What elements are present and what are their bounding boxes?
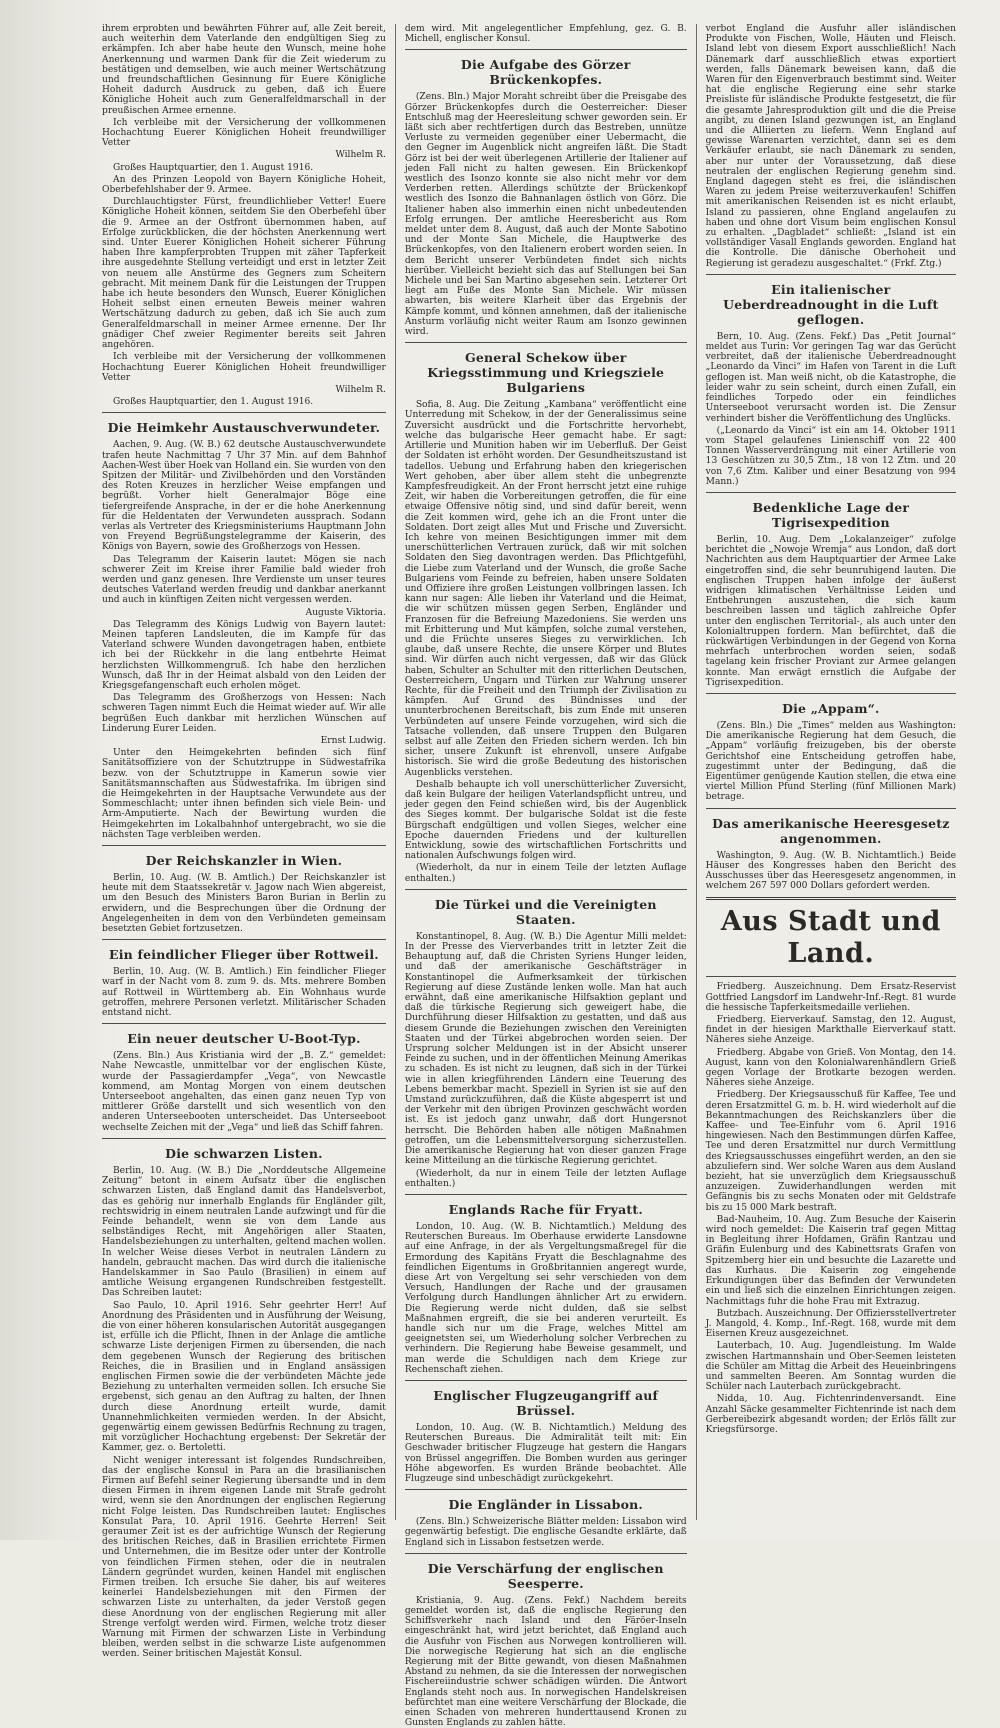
- article-headline: Bedenkliche Lage der Tigrisexpedition: [752, 499, 910, 530]
- text-paragraph: (Zens. Bln.) Die „Times“ melden aus Washington: Die amerikanische Regierung hat dem Gesuch, die „Appam“ vorläufig freizugeben, bis der oberste Gerichtshof eine Entscheidung getroffen habe, zugestimmt unter der Bedingung, daß die Eigentümer genügende Kaution stellen, die etwa eine viertel Million Pfund Sterling (fünf Millionen Mark) betrage.: [705, 720, 956, 803]
- text-paragraph: Ich verbleibe mit der Versicherung der vollkommenen Hochachtung Euerer Königlichen Hoheit freundwilliger Vetter: [102, 352, 386, 383]
- text-paragraph: Deshalb behaupte ich voll unerschütterlicher Zuversicht, daß kein Bulgare der heiligen Vaterlandspflicht untreu, und jeder gegen den Feind schießen wird, bis der Augenblick des Sieges kommt. Der bulgarische Soldat ist die feste Bürgschaft endgültigen und vollen Sieges, welcher eine Epoche dauernden Friedens und der kulturellen Entwicklung, sowie des wirtschaftlichen Fortschritts und nationalen Aufschwungs folgen wird.: [404, 779, 687, 862]
- local-news-item: Butzbach. Auszeichnung. Der Offiziersstellvertreter J. Mangold, 4. Komp., Inf.-Regt. 168, wurde mit dem Eisernen Kreuz ausgezeichnet.: [705, 1308, 956, 1340]
- signature: Auguste Viktoria.: [305, 607, 386, 618]
- divider: [706, 808, 956, 809]
- column-right: [700, 24, 962, 1520]
- text-paragraph: Das Telegramm des Großherzogs von Hessen: Nach schweren Tagen nimmt Euch die Heimat wieder auf. Wir alle begrüßen Euch dankbar mit herzlichen Wünschen auf Linderung Eurer Leiden.: [102, 693, 386, 734]
- divider: [706, 492, 956, 493]
- column-rule: [395, 24, 396, 1520]
- dateline: Großes Hauptquartier, den 1. August 1916.: [113, 162, 314, 173]
- text-paragraph: Das Telegramm des Königs Ludwig von Bayern lautet: Meinen tapferen Landsleuten, die im Kampfe für das Vaterland schwere Wunden davongetragen haben, entbiete ich bei der Rückkehr in die lang entbehrte Heimat herzlichsten Willkommengruß. Ich habe den herzlichen Wunsch, daß Ihr in der Heimat alsbald von den Leiden der Kriegsgefangenschaft euch erholen möget.: [102, 619, 386, 691]
- article-headline: General Schekow über Kriegsstimmung und Kriegsziele Bulgariens: [427, 350, 665, 396]
- text-paragraph: Unter den Heimgekehrten befinden sich fünf Sanitätsoffiziere von der Schutztruppe in Südwestafrika bezw. von der Schutztruppe in Kamerun sowie vier Sanitätsmannschaften aus Südwestafrika. Im übrigen sind die Heimgekehrten in der Hauptsache Verwundete aus der Sommeschlacht; unter ihnen befinden sich viele Bein- und Arm-Amputierte. Nach der Bewirtung wurden die Heimgekehrten im Lokalbahnhof untergebracht, wo sie die nächsten Tage verbleiben werden.: [102, 748, 386, 840]
- article-headline: Die „Appam“.: [782, 700, 880, 716]
- divider: [102, 939, 386, 940]
- text-paragraph: Kristiania, 9. Aug. (Zens. Fekf.) Nachdem bereits gemeldet worden ist, daß die englische Regierung den Schiffsverkehr nach Island und den Färöer-Inseln eingeschränkt hat, wird jetzt berichtet, daß England auch die Ausfuhr von Fischen aus Norwegen kontrollieren will. Die norwegische Regierung hat sich an die englische Regierung mit der Bitte gewandt, von diesen Maßnahmen Abstand zu nehmen, da sie die Interessen der norwegischen Fischereiindustrie schwer schädigen würden. Die Antwort Englands steht noch aus. In norwegischen Handelskreisen befürchtet man eine weitere Verschärfung der Blockade, die einen Schaden von mehreren hunderttausend Kronen zu Gunsten Englands zu zahlen hätte.: [404, 1595, 687, 1728]
- article-headline: Die Verschärfung der englischen Seesperre.: [427, 1560, 664, 1591]
- article-headline: Die Aufgabe des Görzer Brückenkopfes.: [460, 57, 631, 88]
- divider: [405, 1553, 687, 1554]
- article-headline: Der Reichskanzler in Wien.: [145, 853, 343, 869]
- text-paragraph: Washington, 9. Aug. (W. B. Nichtamtlich.) Beide Häuser des Kongresses haben den Bericht des Ausschusses über das Heeresgesetz angenommen, in welchem 267 597 000 Dollars gefordert werden.: [705, 850, 956, 892]
- signature: Wilhelm R.: [335, 384, 386, 395]
- text-paragraph: Ich verbleibe mit der Versicherung der vollkommenen Hochachtung Euerer Königlichen Hoheit freundwilliger Vetter: [102, 117, 386, 149]
- local-news-item: Nidda, 10. Aug. Fichtenrindenversandt. Eine Anzahl Säcke gesammelter Fichtenrinde ist nach dem Gerbereibezirk abgesandt worden; der Erlös fällt zur Kriegsfürsorge.: [705, 1394, 956, 1435]
- local-news-item: Friedberg. Auszeichnung. Dem Ersatz-Reservist Gottfried Langsdorf im Landwehr-Inf.-Regt. 81 wurde die hessische Tapferkeitsmedaille verliehen.: [705, 982, 956, 1013]
- local-news-item: Friedberg. Der Kriegsausschuß für Kaffee, Tee und deren Ersatzmittel G. m. b. H. wird wiederholt auf die Bekanntmachungen des Reichskanzlers über die Kaffee- und Tee-Einfuhr vom 6. April 1916 hingewiesen. Nach den Bestimmungen dürfen Kaffee, Tee und deren Ersatzmittel nur durch Vermittlung des Kriegsausschusses eingeführt werden, an den sie abzuliefern sind. Wer solche Waren aus dem Ausland bezieht, hat sie unverzüglich dem Kriegsausschuß anzuzeigen. Zuwiderhandlungen werden mit Gefängnis bis zu sechs Monaten oder mit Geldstrafe bis zu 15 000 Mark bestraft.: [705, 1090, 956, 1213]
- text-paragraph: (Zens. Bln.) Major Moraht schreibt über die Preisgabe des Görzer Brückenkopfes durch die Oesterreicher: Dieser Entschluß mag der Heeresleitung schwer geworden sein. Er läßt sich aber rechtfertigen durch das Bestreben, unnütze Verluste zu vermeiden gegenüber einer Uebermacht, die den Gegner im Augenblick nicht angreifen läßt. Die Stadt Görz ist bei der weit überlegenen Artillerie der Italiener auf jeden Fall nicht zu halten gewesen. Ein Brückenkopf westlich des Isonzo konnte sie also nicht mehr vor dem Verderben retten. Allerdings schützte der Brückenkopf westlich des Isonzo die Bahnanlagen östlich von Görz. Die Italiener haben also immerhin einen nicht unbedeutenden Erfolg errungen. Der amtliche Heeresbericht aus Rom meldet unter dem 8. August, daß auch der Monte Sabotino und der Monte San Michele, die Hauptwerke des Brückenkopfes, von den Italienern erobert worden seien. In dem Bericht unserer Verbündeten findet sich nichts hierüber. Vielleicht bezieht sich das auf Stellungen bei San Michele und bei San Martino abgesehen sein. Letzterer Ort liegt am Fuße des Monte San Michele. Wir müssen abwarten, bis weitere Klarheit über das Ergebnis der Kämpfe kommt, und können annehmen, daß der italienische Ansturm vorläufig nicht weiter Raum am Isonzo gewinnen wird.: [404, 92, 687, 338]
- article-headline: Englischer Flugzeugangriff auf Brüssel.: [433, 1387, 659, 1418]
- text-paragraph: Bern, 10. Aug. (Zens. Fekf.) Das „Petit Journal“ meldet aus Turin: Vor geringen Tag war das Gerücht verbreitet, daß der italienische Ueberdreadnought „Leonardo da Vinci“ im Hafen von Tarent in die Luft geflogen ist. Man weiß nicht, ob die Katastrophe, die leider wahr zu sein scheint, durch einen Zufall, ein feindliches Torpedo oder ein feindliches Unterseeboot verursacht worden ist. Die Zensur verhindert bisher die Veröffentlichung des Unglücks.: [705, 331, 956, 424]
- local-news-item: Friedberg. Abgabe von Grieß. Von Montag, den 14. August, kann von den Kolonialwarenhändlern Grieß gegen Vorlage der Brotkarte bezogen werden. Näheres siehe Anzeige.: [705, 1047, 956, 1089]
- column-middle: [399, 24, 693, 1728]
- signature: Wilhelm R.: [335, 150, 386, 161]
- divider: [102, 1138, 386, 1139]
- text-paragraph: Sao Paulo, 10. April 1916. Sehr geehrter Herr! Auf Anordnung des Präsidenten und in Ausführung der Weisung, die von einer höheren konsularischen Autorität ausgegangen ist, erfülle ich die Pflicht, Ihnen in der Anlage die amtliche schwarze Liste derjenigen Firmen zu übersenden, die nach dem gegebenen Wunsch der Regierung des britischen Reiches, die in Brasilien und in England ansässigen englischen Firmen sowie die der verbündeten Mächte jede Beziehung zu unterhalten vermeiden sollen. Ich ersuche Sie ergebenst, sich genau an den Auftrag zu halten, der Ihnen durch diese Anordnung erteilt wurde, damit Unannehmlichkeiten vermieden werden. In der Absicht, gegenwärtig einem gewissen Bedürfnis Rechnung zu tragen, mit vorzüglicher Hochachtung ergebenst: Der Sekretär der Kammer, gez. o. Bertoletti.: [102, 1300, 386, 1454]
- divider: [405, 1489, 687, 1490]
- text-paragraph: verbot England die Ausfuhr aller isländischen Produkte von Fischen, Wolle, Häuten und Fleisch. Island lebt von diesem Export ausschließlich! Nach Dänemark darf ausschließlich etwas exportiert werden, falls Dänemark beweisen kann, daß die Waren für den Eigenverbrauch bestimmt sind. Weiter hat die englische Regierung eine sehr starke Preisliste für isländische Produkte festgesetzt, die für die gesamte Jahresproduktion gilt und die die Preise angibt, zu denen Island gezwungen ist, an England und die Alliierten zu liefern. Wenn England auf gewisse Warenarten verzichtet, dann sei es dem Verkäufer erlaubt, sie nach Dänemark zu senden, aber nur unter der Voraussetzung, daß diese neutralen der englischen Regierung genehm sind. England dagegen steht es frei, die isländischen Waren zu jedem Preise weiterzuverkaufen! Schiffen mit amerikanischen Reisenden ist es nicht erlaubt, Island zu passieren, ohne England angelaufen zu haben und ohne dort Visum beim englischen Konsul zu erhalten. „Dagbladet“ schließt: „Island ist ein vollständiger Vasall Englands geworden. England hat die Kontrolle. Die dänische Oberhoheit und Regierung ist geradezu ausgeschaltet.“ (Frkf. Ztg.): [705, 24, 956, 269]
- text-paragraph: Nicht weniger interessant ist folgendes Rundschreiben, das der englische Konsul in Para an die brasilianischen Firmen auf Befehl seiner Regierung übersandte und in dem diesen Firmen in ihrem eigenen Lande mit Strafe gedroht wird, wenn sie den Anordnungen der englischen Regierung nicht Folge leisten. Das Rundschreiben lautet: Englisches Konsulat Para, 10. April 1916. Geehrte Herren! Seit geraumer Zeit ist es der aufrichtige Wunsch der Regierung des britischen Reiches, daß in Brasilien errichtete Firmen und Unternehmen, die im Besitze oder unter der Kontrolle von feindlichen Firmen stehen, oder die in neutralen Ländern gegründet wurden, keinen Handel mit englischen Firmen treiben. Ich ersuche Sie daher, bis auf weiteres keinerlei Handelsbeziehungen mit den Firmen der schwarzen Liste zu unterhalten, da jeder Verstoß gegen diese Anordnung von der englischen Regierung mit aller Strenge verfolgt werden wird. Firmen, welche trotz dieser Warnung mit Firmen der schwarzen Liste in Verbindung bleiben, werden selbst in die schwarze Liste aufgenommen werden. Seiner britischen Majestät Konsul.: [102, 1455, 386, 1660]
- column-left: [96, 24, 392, 1660]
- text-paragraph: London, 10. Aug. (W. B. Nichtamtlich.) Meldung des Reuterschen Bureaus. Die Admiralität teilt mit: Ein Geschwader britischer Flugzeuge hat gestern die Hangars von Brüssel angegriffen. Die Bomben wurden aus geringer Höhe abgeworfen. Es wurden Brände beobachtet. Alle Flugzeuge sind unbeschädigt zurückgekehrt.: [404, 1422, 687, 1484]
- section-divider: [706, 897, 956, 900]
- text-paragraph: (Zens. Bln.) Aus Kristiania wird der „B. Z.“ gemeldet: Nahe Newcastle, unmittelbar vor der englischen Küste, wurde der Passagierdampfer „Vega“, von Newcastle kommend, am Montag Morgen von einem deutschen Unterseeboot angehalten, das einen ganz neuen Typ von mittlerer Größe darstellt und sich wesentlich von den anderen Unterseebooten unterscheidet. Das Unterseeboot wechselte Zeichen mit der „Vega“ und ließ das Schiff fahren.: [102, 1051, 386, 1133]
- divider: [405, 889, 687, 890]
- signature: Ernst Ludwig.: [320, 736, 386, 746]
- divider: [102, 412, 386, 413]
- text-paragraph: ihrem erprobten und bewährten Führer auf, alle Zeit bereit, auch weiterhin dem Vaterlande den endgültigen Sieg zu erkämpfen. Ich aber habe heute den Wunsch, meine hohe Anerkennung und warmen Dank für die Zeit wiederum zu bestätigen und demselben, wie auch meiner Wertschätzung und freundschaftlichen Gesinnung für Euere Königliche Hoheit dadurch Ausdruck zu geben, daß ich Euere Königliche Hoheit auch zum Generalfeldmarschall in der preußischen Armee ernenne.: [102, 24, 386, 116]
- text-paragraph: dem wird. Mit angelegentlicher Empfehlung, gez. G. B. Michell, englischer Konsul.: [404, 24, 687, 45]
- section-masthead: Aus Stadt und Land.: [720, 906, 941, 970]
- article-headline: Ein italienischer Ueberdreadnought in die Luft geflogen.: [723, 281, 939, 327]
- article-headline: Die schwarzen Listen.: [165, 1145, 323, 1161]
- article-headline: Ein neuer deutscher U-Boot-Typ.: [127, 1031, 361, 1047]
- text-paragraph: An des Prinzen Leopold von Bayern Königliche Hoheit, Oberbefehlshaber der 9. Armee.: [102, 174, 386, 196]
- divider: [405, 342, 687, 343]
- column-rule: [696, 24, 697, 1520]
- text-paragraph: Berlin, 10. Aug. Dem „Lokalanzeiger“ zufolge berichtet die „Nowoje Wremja“ aus London, daß dort Nachrichten aus dem Hauptquartier der Armee Lake eingetroffen sind, die sehr beunruhigend lauten. Die englischen Truppen haben infolge der äußerst widrigen klimatischen Verhältnisse Leiden und Entbehrungen auszustehen, die sich kaum beschreiben lassen und täglich zahlreiche Opfer unter den englischen Territorial-, als auch unter den Kolonialtruppen fordern. Man befürchtet, daß die rückwärtigen Verbindungen in der Gegend von Korna mehrfach unterbrochen worden seien, sodaß tagelang kein frischer Proviant zur Armee gelangen konnte. Man erwägt ernstlich die Aufgabe der Tigrisexpedition.: [705, 534, 956, 688]
- local-news-item: Lauterbach, 10. Aug. Jugendleistung. Im Walde zwischen Hartmannshain und Ober-Seemen leisteten die Schüler am Mittag die Arbeit des Heueinbringens und sammelten Beeren. Am Sonntag wurden die Schüler nach Lauterbach zurückgebracht.: [705, 1341, 956, 1393]
- article-headline: Die Engländer in Lissabon.: [448, 1497, 643, 1513]
- divider: [706, 274, 956, 275]
- article-headline: Die Heimkehr Austauschverwundeter.: [107, 420, 381, 436]
- local-news-item: Friedberg. Eierverkauf. Samstag, den 12. August, findet in der hiesigen Markthalle Eierverkauf statt. Näheres siehe Anzeige.: [705, 1015, 956, 1046]
- divider: [706, 976, 956, 977]
- text-paragraph: Das Telegramm der Kaiserin lautet: Mögen sie nach schwerer Zeit im Kreise ihrer Familie bald wieder froh werden und ganz genesen. Ihre Verdienste um unser teures deutsches Vaterland werden freudig und dankbar anerkannt und auch in künftigen Zeiten nicht vergessen werden.: [102, 554, 386, 606]
- text-paragraph: Aachen, 9. Aug. (W. B.) 62 deutsche Austauschverwundete trafen heute Nachmittag 7 Uhr 37 Min. auf dem Bahnhof Aachen-West über Hoek van Holland ein. Sie wurden von den Spitzen der Militär- und Zivilbehörden und den Vorständen des Roten Kreuzes in herzlicher Weise empfangen und begrüßt. Vorher hielt Generalmajor Böge eine tiefergreifende Ansprache, in der er die hohe Anerkennung für die Heldentaten der Verwundeten aussprach. Sodann verlas als Vertreter des Kriegsministeriums Hauptmann John von Freyend Begrüßungstelegramme der Kaiserin, des Königs von Bayern, sowie des Großherzogs von Hessen.: [102, 440, 386, 553]
- article-headline: Das amerikanische Heeresgesetz angenommen.: [712, 815, 950, 846]
- text-paragraph: Sofia, 8. Aug. Die Zeitung „Kambana“ veröffentlicht eine Unterredung mit Schekow, in der der Generalissimus seine Zuversicht ausdrückt und die Fortschritte hervorhebt, welche das bulgarische Heer gemacht habe. Er sagt: Artillerie und Munition haben wir im Ueberfluß. Der Geist der Soldaten ist erhöht worden. Der Gesundheitszustand ist tadellos. Uebung und Erfahrung haben den kriegerischen Wert gehoben, aber über allem steht die unbegrenzte Kampfesfreudigkeit. An der Front herrscht jetzt eine ruhige Zeit, wir haben die Vorbereitungen getroffen, die für eine etwaige Offensive nötig sind, und sind dafür bereit, wenn die Zeit kommen wird, gehe ich an die Front unter die Soldaten. Dort zeigt alles Mut und Frische und Zuversicht. Ich kehre von meinen Besichtigungen immer mit dem unerschütterlichen Vertrauen zurück, daß wir mit solchen Soldaten den Sieg davontragen werden. Das Pflichtgefühl, die Liebe zum Vaterland und der Wunsch, die große Sache Bulgariens vom Feinde zu befreien, haben unsere Soldaten und Offiziere ihre großen Leistungen vollbringen lassen. Ich kann nur sagen: Alle lieben ihr Vaterland und die Heimat, die wir schützen müssen gegen Serben, Engländer und Franzosen für die Befreiung Mazedoniens. Sie werden uns mit Erbitterung und Mut kämpfen, solche zumal verstehen, und die Früchte unseres Sieges zu verwirklichen. Ich glaube, daß unsere Rechte, die unsere Körper und Blutes sind. Wir dürfen auch nicht vergessen, daß wir das Glück haben, Schulter an Schulter mit den ritterlichen Deutschen, Oesterreichern, Ungarn und Türken zur Wahrung unserer Rechte, für die Freiheit und den Triumph der Zivilisation zu kämpfen. Auf Grund des Bündnisses und der ununterbrochenen Bereitschaft, bis zum Ende mit unseren Verbündeten auf unsere Feinde vorzugehen, wird sich die Tatsache vollenden, daß unsere Truppen den Bulgaren selbst auf alle Zeiten den Frieden sichern werden. Ich bin sicher, unsere Zukunft ist ehrenvoll, unsere Aufgabe historisch. Sie wird die große Bedeutung des historischen Augenblicks verstehen.: [404, 400, 687, 778]
- text-paragraph: Berlin, 10. Aug. (W. B. Amtlich.) Ein feindlicher Flieger warf in der Nacht vom 8. zum 9. ds. Mts. mehrere Bomben auf Rottweil in Württemberg ab. Ein Wohnhaus wurde getroffen, mehrere Personen verletzt. Militärischer Schaden entstand nicht.: [102, 967, 386, 1019]
- text-paragraph: London, 10. Aug. (W. B. Nichtamtlich.) Meldung des Reuterschen Bureaus. Im Oberhause erwiderte Lansdowne auf eine Anfrage, in der als Vergeltungsmaßregel für die Ermordung des Kapitäns Fryatt die Beschlagnahme des feindlichen Eigentums in Großbritannien angeregt wurde, diese Art von Vergeltung sei sehr verschieden von dem Versuch, Handlungen der Rache und der grausamen Verfolgung durch Handlungen ähnlicher Art zu erwidern. Die Regierung werde nicht dulden, daß sie selbst Maßnahmen ergreift, die sie bei anderen verurteilt. Es handle sich nur um die Frage, welches Mittel am geeignetsten sei, um Wiederholung solcher Verbrechen zu verhindern. Die Regierung habe Beweise gesammelt, und man werde die Schuldigen nach dem Kriege zur Rechenschaft ziehen.: [404, 1221, 687, 1375]
- text-paragraph: („Leonardo da Vinci“ ist ein am 14. Oktober 1911 vom Stapel gelaufenes Linienschiff von 22 400 Tonnen Wasserverdrängung mit einer Artillerie von 13 Geschützen zu 30,5 Ztm., 18 von 12 Ztm. und 20 von 7,6 Ztm. Kaliber und einer Besatzung von 994 Mann.): [705, 425, 956, 487]
- text-paragraph: (Zens. Bln.) Schweizerische Blätter melden: Lissabon wird gegenwärtig befestigt. Die englische Gesandte erklärte, daß England sich in Lissabon festsetzen werde.: [404, 1517, 687, 1548]
- editorial-note: (Wiederholt, da nur in einem Teile der letzten Auflage enthalten.): [404, 1168, 687, 1189]
- text-paragraph: Berlin, 10. Aug. (W. B.) Die „Norddeutsche Allgemeine Zeitung“ betont in einem Aufsatz über die englischen schwarzen Listen, daß England damit das Handelsverbot, das es gehörig nur innerhalb Englands für Engländer gilt, rechtswidrig in einem neutralen Lande aufzwingt und für die Feinde behandelt, wenn sie von dem Lande aus selbständiges Recht, mit Angehörigen aller Staaten, Handelsbeziehungen zu unterhalten, geltend machen wollen. In welcher Weise dieses Verbot in neutralen Ländern zu handeln, gebraucht machen. Das wird durch die italienische Handelskammer in Sao Paulo (Brasilien) in einem auf amtliche Weisung ergangenen Rundschreiben festgestellt. Das Schreiben lautet:: [102, 1165, 386, 1299]
- text-paragraph: Konstantinopel, 8. Aug. (W. B.) Die Agentur Milli meldet: In der Presse des Vierverbandes tritt in letzter Zeit die Behauptung auf, daß die Christen Syriens Hunger leiden, und daß der amerikanische Geschäftsträger in Konstantinopel die Aufmerksamkeit der türkischen Regierung auf diese Zustände lenken wolle. Man hat auch erwähnt, daß eine amerikanische Hilfsaktion geplant und daß die türkische Regierung sich geweigert habe, die Durchführung dieser Hilfsaktion zu gestatten, und daß aus diesem Grunde die Beziehungen zwischen den Vereinigten Staaten und der Türkei abgebrochen worden seien. Der Ursprung solcher Meldungen ist in der Absicht unserer Feinde zu suchen, und in der öffentlichen Meinung Amerikas zu schaden. Es ist nicht zu leugnen, daß sich in der Türkei wie in allen kriegführenden Ländern eine Teuerung des Lebens bemerkbar macht. Speziell in Syrien ist sie auf den Umstand zurückzuführen, daß die Küste abgesperrt ist und der Verkehr mit den übrigen Provinzen geschwächt worden ist. Es ist jedoch ganz unwahr, daß dort Hungersnot herrscht. Die Behörden haben alle nötigen Maßnahmen getroffen, um die Lebensmittelversorgung sicherzustellen. Die amerikanische Regierung hat von dieser ganzen Frage keine Mitteilung an die türkische Regierung gerichtet.: [404, 931, 687, 1167]
- divider: [405, 1194, 687, 1195]
- divider: [706, 693, 956, 694]
- divider: [405, 1380, 687, 1381]
- text-paragraph: Durchlauchtigster Fürst, freundlichlieber Vetter! Euere Königliche Hoheit können, seitdem Sie den Oberbefehl über die 9. Armee an der Ostfront übernommen haben, auf Erfolge zurückblicken, die der höchsten Anerkennung wert sind. Unter Euerer Königlichen Hoheit sicherer Führung haben Ihre kampferprobten Truppen mit zäher Tapferkeit ihre ausgedehnte Stellung verteidigt und erst in letzter Zeit von neuem alle Anstürme des Gegners zum Scheitern gebracht. Mit meinem Dank für die Leistungen der Truppen habe ich heute besonders den Wunsch, Euerer Königlichen Hoheit selbst einen erneuten Beweis meiner wahren Wertschätzung dadurch zu geben, daß ich Sie auch zum Generalfeldmarschall in meiner Armee ernenne. Der Ihr gnädiger Chef zweier Regimenter bereits seit Jahren angehören.: [102, 197, 386, 351]
- divider: [102, 1023, 386, 1024]
- columns: [96, 24, 962, 1728]
- divider: [102, 845, 386, 846]
- editorial-note: (Wiederholt, da nur in einem Teile der letzten Auflage enthalten.): [404, 863, 687, 884]
- article-headline: Die Türkei und die Vereinigten Staaten.: [434, 896, 657, 927]
- text-paragraph: Berlin, 10. Aug. (W. B. Amtlich.) Der Reichskanzler ist heute mit dem Staatssekretär v. Jagow nach Wien abgereist, um den Besuch des Ministers Baron Burian in Berlin zu erwidern, und die Besprechungen über die Ordnung der Angelegenheiten in dem von den Verbündeten gemeinsam besetzten Gebiet fortzusetzen.: [102, 873, 386, 935]
- divider: [405, 49, 687, 50]
- dateline: Großes Hauptquartier, den 1. August 1916.: [113, 397, 314, 408]
- article-headline: Ein feindlicher Flieger über Rottweil.: [109, 947, 379, 963]
- local-news-item: Bad-Nauheim, 10. Aug. Zum Besuche der Kaiserin wird noch gemeldet: Die Kaiserin traf gegen Mittag in Begleitung ihrer Hofdamen, Gräfin Rantzau und Gräfin Eulenburg und des Kabinettsrats Grafen von Spitzemberg hier ein und besuchte die Lazarette und das Kurhaus. Die Kaiserin zog eingehende Erkundigungen über das Befinden der Verwundeten ein und ließ sich die einzelnen Einrichtungen zeigen. Nachmittags fuhr die hohe Frau mit Extrazug.: [705, 1214, 956, 1307]
- article-headline: Englands Rache für Fryatt.: [448, 1201, 643, 1217]
